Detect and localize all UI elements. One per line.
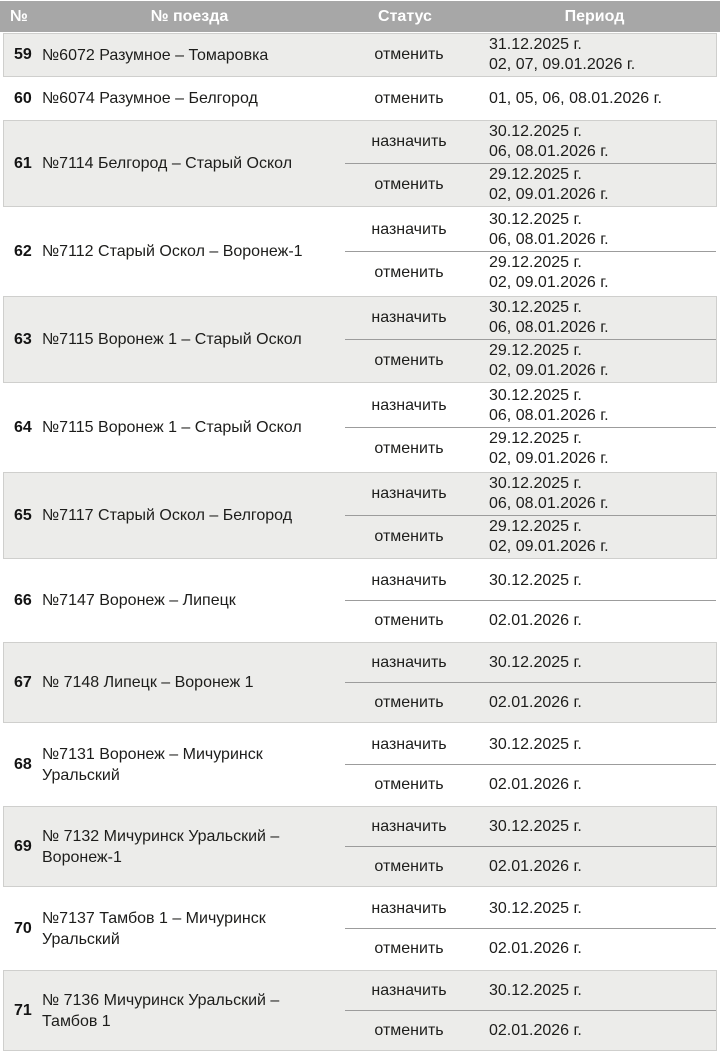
table-body xyxy=(0,33,720,1051)
period-line: 02, 09.01.2026 г. xyxy=(489,538,609,555)
period-line: 06, 08.01.2026 г. xyxy=(489,319,609,336)
status-value: назначить xyxy=(371,571,447,589)
row-number: 66 xyxy=(14,591,32,609)
period-value xyxy=(473,165,716,205)
status-period-group xyxy=(345,79,716,118)
status-value: назначить xyxy=(371,309,447,326)
status-value: отменить xyxy=(374,89,444,107)
period-value xyxy=(473,35,716,75)
train-name: №7114 Белгород – Старый Оскол xyxy=(42,155,293,172)
period-line: 02, 09.01.2026 г. xyxy=(489,186,609,203)
period-line: 30.12.2025 г. xyxy=(489,653,582,671)
period-line: 29.12.2025 г. xyxy=(489,342,582,359)
row-number: 70 xyxy=(14,919,32,937)
status-period-entry xyxy=(345,847,716,886)
period-line: 02, 09.01.2026 г. xyxy=(489,362,609,379)
row-number: 60 xyxy=(14,89,32,107)
period-value xyxy=(473,857,716,877)
status-period-entry xyxy=(345,473,716,516)
period-value xyxy=(473,517,716,557)
period-line: 30.12.2025 г. xyxy=(489,387,582,404)
status-period-entry xyxy=(345,79,716,118)
status-period-group xyxy=(345,121,716,206)
row-number: 63 xyxy=(14,330,32,348)
status-period-entry xyxy=(345,929,716,968)
status-value: назначить xyxy=(371,221,447,238)
table-row xyxy=(3,384,717,471)
train-name: №6072 Разумное – Томаровка xyxy=(42,46,269,64)
period-line: 30.12.2025 г. xyxy=(489,211,582,228)
status-period-entry xyxy=(345,385,716,428)
header-col-period: Период xyxy=(564,7,625,25)
status-period-entry xyxy=(345,516,716,558)
status-value: отменить xyxy=(374,939,444,957)
status-value: назначить xyxy=(371,817,447,835)
status-period-group xyxy=(345,561,716,640)
period-line: 02.01.2026 г. xyxy=(489,693,582,711)
table-row xyxy=(3,724,717,805)
period-line: 02.01.2026 г. xyxy=(489,857,582,875)
period-line: 02.01.2026 г. xyxy=(489,775,582,793)
status-period-entry xyxy=(345,121,716,164)
status-value: назначить xyxy=(371,397,447,414)
status-period-group xyxy=(345,643,716,722)
period-value xyxy=(473,341,716,381)
status-period-group xyxy=(345,209,716,294)
table-row xyxy=(3,78,717,119)
status-period-entry xyxy=(345,807,716,847)
train-name: № 7148 Липецк – Воронеж 1 xyxy=(42,674,254,691)
period-line: 06, 08.01.2026 г. xyxy=(489,231,609,248)
table-row xyxy=(3,208,717,295)
period-value xyxy=(473,386,716,426)
table-row xyxy=(3,472,717,559)
period-value xyxy=(473,210,716,250)
row-number: 69 xyxy=(14,837,32,855)
period-line: 30.12.2025 г. xyxy=(489,299,582,316)
period-value xyxy=(473,981,716,1001)
train-name: № 7136 Мичуринск Уральский – Тамбов 1 xyxy=(42,991,280,1030)
period-value xyxy=(473,1021,716,1041)
status-value: отменить xyxy=(374,528,444,545)
period-value xyxy=(473,817,716,837)
status-period-entry xyxy=(345,725,716,765)
row-number: 62 xyxy=(14,242,32,260)
status-period-entry xyxy=(345,765,716,804)
status-period-group xyxy=(345,889,716,968)
status-value: назначить xyxy=(371,653,447,671)
status-period-entry xyxy=(345,601,716,640)
status-value: отменить xyxy=(374,857,444,875)
status-period-entry xyxy=(345,340,716,382)
period-value xyxy=(473,611,716,631)
period-value xyxy=(473,89,716,109)
period-line: 06, 08.01.2026 г. xyxy=(489,143,609,160)
row-number: 61 xyxy=(14,154,32,172)
status-value: отменить xyxy=(374,46,444,63)
status-value: назначить xyxy=(371,133,447,150)
train-name: №7115 Воронеж 1 – Старый Оскол xyxy=(42,419,302,436)
period-line: 02.01.2026 г. xyxy=(489,939,582,957)
status-value: отменить xyxy=(374,693,444,711)
period-value xyxy=(473,253,716,293)
train-name: №7137 Тамбов 1 – Мичуринск Уральский xyxy=(42,909,266,948)
period-line: 02, 09.01.2026 г. xyxy=(489,274,609,291)
period-value xyxy=(473,775,716,795)
period-line: 29.12.2025 г. xyxy=(489,430,582,447)
table-row xyxy=(3,888,717,969)
period-line: 29.12.2025 г. xyxy=(489,166,582,183)
period-line: 31.12.2025 г. xyxy=(489,36,582,53)
row-number: 59 xyxy=(14,46,32,63)
status-period-group xyxy=(345,971,716,1050)
period-line: 29.12.2025 г. xyxy=(489,254,582,271)
row-number: 67 xyxy=(14,673,32,691)
status-value: отменить xyxy=(374,264,444,281)
status-period-entry xyxy=(345,643,716,683)
period-value xyxy=(473,693,716,713)
period-line: 06, 08.01.2026 г. xyxy=(489,407,609,424)
table-row xyxy=(3,560,717,641)
status-period-group xyxy=(345,473,716,558)
status-value: назначить xyxy=(371,735,447,753)
train-name: №7117 Старый Оскол – Белгород xyxy=(42,507,293,524)
status-value: назначить xyxy=(371,899,447,917)
train-name: №6074 Разумное – Белгород xyxy=(42,90,258,107)
train-name: №7115 Воронеж 1 – Старый Оскол xyxy=(42,331,302,348)
status-period-entry xyxy=(345,297,716,340)
row-number: 71 xyxy=(14,1001,32,1019)
period-line: 30.12.2025 г. xyxy=(489,735,582,753)
table-row xyxy=(3,296,717,383)
status-period-entry xyxy=(345,971,716,1011)
table-header xyxy=(0,1,720,32)
status-period-entry xyxy=(345,683,716,722)
status-value: назначить xyxy=(371,981,447,999)
period-value xyxy=(473,474,716,514)
table-row xyxy=(3,33,717,77)
status-period-entry xyxy=(345,252,716,294)
period-value xyxy=(473,122,716,162)
status-period-entry xyxy=(345,1011,716,1050)
period-value xyxy=(473,429,716,469)
train-name: № 7132 Мичуринск Уральский – Воронеж-1 xyxy=(42,827,280,866)
header-col-status: Статус xyxy=(378,7,432,25)
table-row xyxy=(3,806,717,887)
period-line: 06, 08.01.2026 г. xyxy=(489,495,609,512)
period-value xyxy=(473,571,716,591)
status-period-group xyxy=(345,34,716,76)
status-period-entry xyxy=(345,34,716,76)
period-line: 30.12.2025 г. xyxy=(489,571,582,589)
table-row xyxy=(3,120,717,207)
status-period-entry xyxy=(345,889,716,929)
period-line: 30.12.2025 г. xyxy=(489,817,582,835)
period-value xyxy=(473,899,716,919)
period-line: 30.12.2025 г. xyxy=(489,899,582,917)
header-col-train: № поезда xyxy=(150,7,229,25)
period-line: 02.01.2026 г. xyxy=(489,1021,582,1039)
status-value: отменить xyxy=(374,176,444,193)
status-value: отменить xyxy=(374,352,444,369)
train-name: №7131 Воронеж – Мичуринск Уральский xyxy=(42,745,263,784)
period-value xyxy=(473,653,716,673)
status-value: назначить xyxy=(371,485,447,502)
status-period-entry xyxy=(345,428,716,470)
status-period-group xyxy=(345,725,716,804)
status-period-entry xyxy=(345,164,716,206)
period-line: 02, 07, 09.01.2026 г. xyxy=(489,56,636,73)
period-line: 02, 09.01.2026 г. xyxy=(489,450,609,467)
period-line: 01, 05, 06, 08.01.2026 г. xyxy=(489,89,662,107)
status-period-entry xyxy=(345,561,716,601)
row-number: 68 xyxy=(14,755,32,773)
table-row xyxy=(3,970,717,1051)
period-line: 30.12.2025 г. xyxy=(489,981,582,999)
status-period-group xyxy=(345,385,716,470)
period-line: 30.12.2025 г. xyxy=(489,123,582,140)
table-row xyxy=(3,642,717,723)
row-number: 65 xyxy=(14,506,32,524)
period-value xyxy=(473,939,716,959)
status-period-group xyxy=(345,807,716,886)
status-value: отменить xyxy=(374,611,444,629)
period-line: 02.01.2026 г. xyxy=(489,611,582,629)
period-value xyxy=(473,735,716,755)
period-line: 29.12.2025 г. xyxy=(489,518,582,535)
period-line: 30.12.2025 г. xyxy=(489,475,582,492)
row-number: 64 xyxy=(14,418,32,436)
status-value: отменить xyxy=(374,1021,444,1039)
train-name: №7147 Воронеж – Липецк xyxy=(42,592,236,609)
status-period-group xyxy=(345,297,716,382)
header-col-num: № xyxy=(10,7,28,25)
status-value: отменить xyxy=(374,440,444,457)
status-period-entry xyxy=(345,209,716,252)
period-value xyxy=(473,298,716,338)
status-value: отменить xyxy=(374,775,444,793)
train-name: №7112 Старый Оскол – Воронеж-1 xyxy=(42,243,303,260)
